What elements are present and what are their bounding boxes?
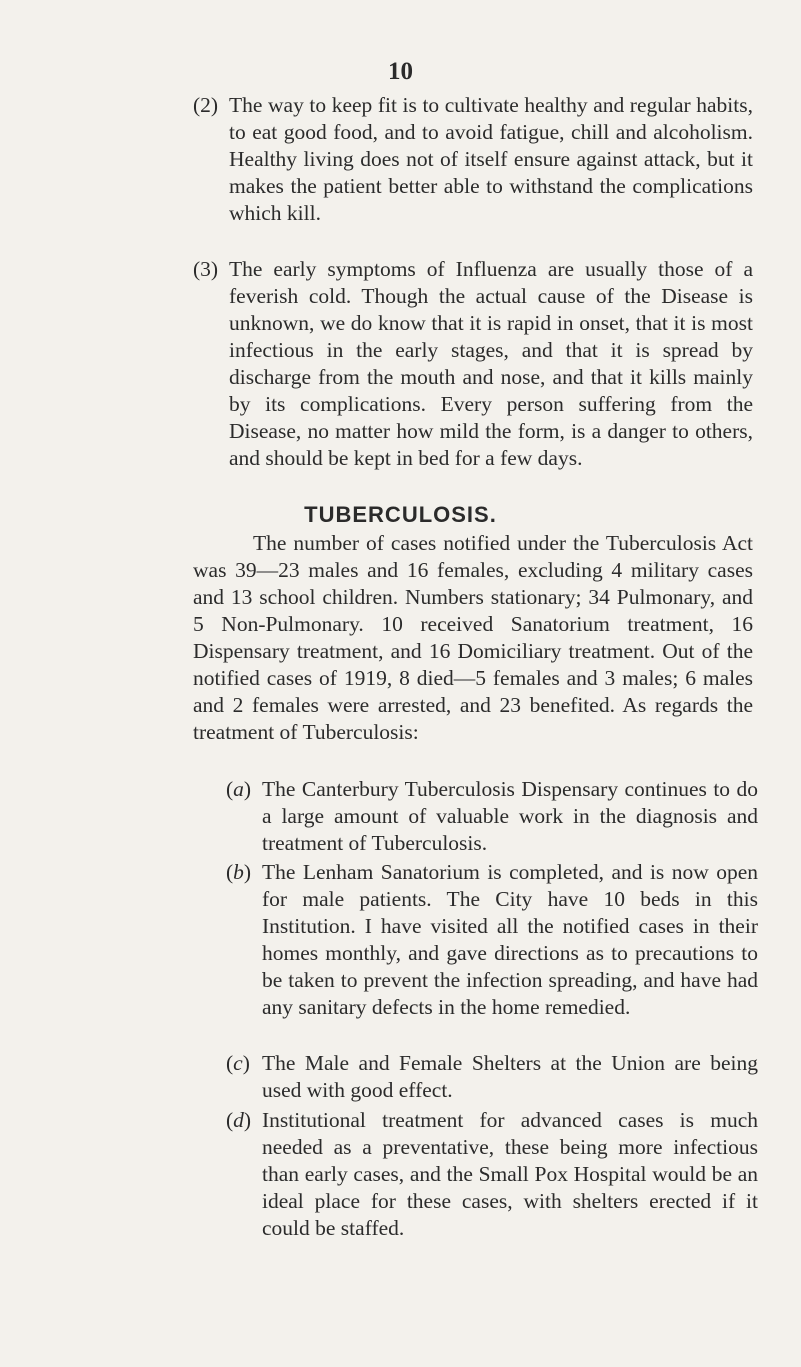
item-letter: b — [233, 860, 244, 884]
section-heading: TUBERCULOSIS. — [304, 502, 497, 527]
tuberculosis-intro: The number of cases notified under the Tuberculosis Act was 39—23 males and 16 females, excluding 4 military cases and 13 school children. Numbers stationary; 34 Pulmonary, and 5 Non-Pulmonary. 10 received Sanatorium treatment, 16 Dispensary treatment, and 16 Domiciliary treatment. Out of the notified cases of 1919, 8 died—5 females and 3 males; 6 males and 2 females were arrested, and 23 benefited. As regards the treatment of Tuberculosis: — [193, 531, 753, 744]
tb-item-d: (d) Institutional treatment for advanced cases is much needed as a preventative, these being more infectious than early cases, and the Small Pox Hospital would be an ideal place for these cases, with shelters erected if it could be staffed. — [226, 1108, 758, 1240]
point-label: (3) — [193, 257, 219, 281]
page-number: 10 — [388, 58, 413, 85]
point-text: The way to keep fit is to cultivate healthy and regular habits, to eat good food, and to avoid fatigue, chill and alcoholism. Healthy living does not of itself ensure against attack, but it makes the patient better able to withstand the complications which kill. — [229, 93, 753, 225]
tb-item-c: (c) The Male and Female Shelters at the Union are being used with good effect. — [226, 1051, 758, 1102]
item-letter: a — [233, 777, 244, 801]
tb-item-a: (a) The Canterbury Tuberculosis Dispensary continues to do a large amount of valuable work in the diagnosis and treatment of Tuberculosis. — [226, 777, 758, 855]
item-letter: d — [233, 1108, 244, 1132]
influenza-point-2 — [193, 92, 753, 227]
item-text: Institutional treatment for advanced cases is much needed as a preventative, these being more infectious than early cases, and the Small Pox Hospital would be an ideal place for these cases, with shelters erected if it could be staffed. — [262, 1108, 758, 1240]
point-text: The early symptoms of Influenza are usually those of a feverish cold. Though the actual cause of the Disease is unknown, we do know that it is rapid in onset, that it is most infectious in the early stages, and that it is spread by discharge from the mouth and nose, and that it kills mainly by its complications. Every person suffering from the Disease, no matter how mild the form, is a danger to others, and should be kept in bed for a few days. — [229, 257, 753, 470]
item-text: The Canterbury Tuberculosis Dispensary continues to do a large amount of valuable work in the diagnosis and treatment of Tuberculosis. — [262, 777, 758, 855]
influenza-point-3 — [193, 256, 753, 472]
item-text: The Male and Female Shelters at the Union are being used with good effect. — [262, 1051, 758, 1102]
item-letter: c — [233, 1051, 243, 1075]
tb-item-b: (b) The Lenham Sanatorium is completed, and is now open for male patients. The City have 10 beds in this Institution. I have visited all the notified cases in their homes monthly, and gave directions as to precautions to be taken to prevent the infection spreading, and have had any sanitary defects in the home remedied. — [226, 860, 758, 1019]
point-label: (2) — [193, 93, 219, 117]
item-text: The Lenham Sanatorium is completed, and is now open for male patients. The City have 10 beds in this Institution. I have visited all the notified cases in their homes monthly, and gave directions as to precautions to be taken to prevent the infection spreading, and have had any sanitary defects in the home remedied. — [262, 860, 758, 1019]
